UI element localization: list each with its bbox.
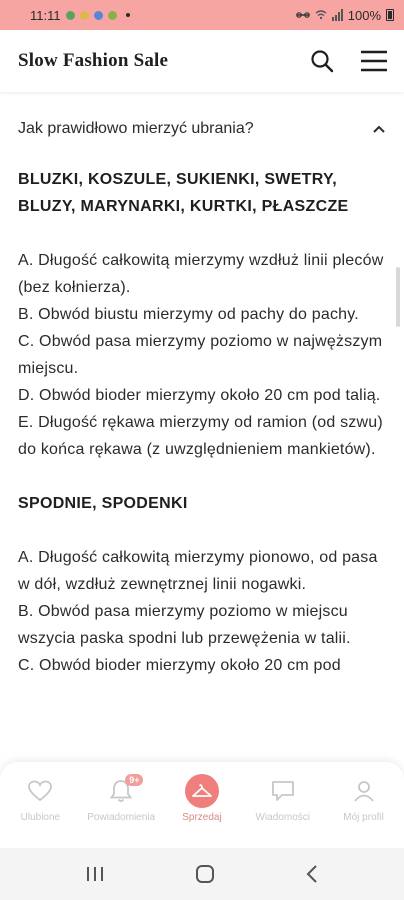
instructions-list xyxy=(18,247,386,463)
scrollbar[interactable] xyxy=(396,267,400,327)
user-icon xyxy=(352,779,376,803)
heart-icon xyxy=(27,779,53,803)
app-title: Slow Fashion Sale xyxy=(18,50,169,71)
nav-label: Wiadomości xyxy=(255,812,311,823)
section-heading xyxy=(18,490,386,517)
instruction-item: C. Obwód pasa mierzymy poziomo w najwęższym miejscu. xyxy=(18,333,383,377)
sell-button[interactable] xyxy=(185,774,219,808)
app-notification-icon xyxy=(108,11,117,20)
recent-apps-icon[interactable] xyxy=(84,865,106,883)
nav-messages[interactable] xyxy=(243,772,323,823)
bottom-navigation xyxy=(0,762,404,848)
link-icon xyxy=(296,10,310,20)
menu-icon[interactable] xyxy=(360,49,388,73)
accordion-header[interactable] xyxy=(0,92,404,166)
section-heading-line: BLUZKI, KOSZULE, SUKIENKI, SWETRY, xyxy=(18,171,337,188)
nav-label: Sprzedaj xyxy=(182,812,222,823)
nav-notifications[interactable] xyxy=(81,772,161,823)
status-time: 11:11 xyxy=(30,7,61,23)
content-area[interactable] xyxy=(0,92,404,762)
status-bar xyxy=(0,0,404,30)
more-notifications-icon xyxy=(126,13,130,17)
signal-icon xyxy=(332,9,343,21)
nav-sell[interactable] xyxy=(162,772,242,823)
instruction-item: C. Obwód bioder mierzymy około 20 cm pod xyxy=(18,657,341,674)
nav-label: Ulubione xyxy=(20,812,61,823)
notification-badge: 9+ xyxy=(125,774,143,786)
instruction-item: A. Długość całkowitą mierzymy pionowo, od pasa w dół, wzdłuż zewnętrznej linii nogawki. xyxy=(18,549,378,593)
search-icon[interactable] xyxy=(310,49,334,73)
instructions-list xyxy=(18,544,386,679)
app-notification-icon xyxy=(80,11,89,20)
instruction-item: B. Obwód pasa mierzymy poziomo w miejscu wszycia paska spodni lub przewężenia w talii. xyxy=(18,603,351,647)
home-icon[interactable] xyxy=(194,863,216,885)
section-tops xyxy=(0,166,404,463)
chat-icon xyxy=(270,779,296,803)
nav-favorites[interactable] xyxy=(0,772,80,823)
nav-label: Powiadomienia xyxy=(87,812,156,823)
instruction-item: D. Obwód bioder mierzymy około 20 cm pod talią. xyxy=(18,387,381,404)
chevron-up-icon[interactable] xyxy=(372,124,386,134)
back-icon[interactable] xyxy=(304,864,320,884)
section-heading xyxy=(18,166,386,220)
section-trousers xyxy=(0,490,404,679)
nav-profile[interactable] xyxy=(324,772,404,823)
hanger-icon xyxy=(191,782,213,800)
app-notification-icon xyxy=(66,11,75,20)
accordion-question: Jak prawidłowo mierzyć ubrania? xyxy=(18,120,254,137)
instruction-item: E. Długość rękawa mierzymy od ramion (od szwu) do końca rękawa (z uwzględnieniem mankietów). xyxy=(18,414,383,458)
section-heading-line: SPODNIE, SPODENKI xyxy=(18,495,188,512)
wifi-icon xyxy=(315,10,327,20)
app-notification-icon xyxy=(94,11,103,20)
section-heading-line: BLUZY, MARYNARKI, KURTKI, PŁASZCZE xyxy=(18,198,349,215)
battery-percent: 100% xyxy=(347,7,381,23)
nav-label: Mój profil xyxy=(343,812,384,823)
system-navigation-bar xyxy=(0,848,404,900)
app-header xyxy=(0,30,404,92)
instruction-item: B. Obwód biustu mierzymy od pachy do pachy. xyxy=(18,306,359,323)
battery-icon xyxy=(386,9,394,21)
instruction-item: A. Długość całkowitą mierzymy wzdłuż linii pleców (bez kołnierza). xyxy=(18,252,384,296)
